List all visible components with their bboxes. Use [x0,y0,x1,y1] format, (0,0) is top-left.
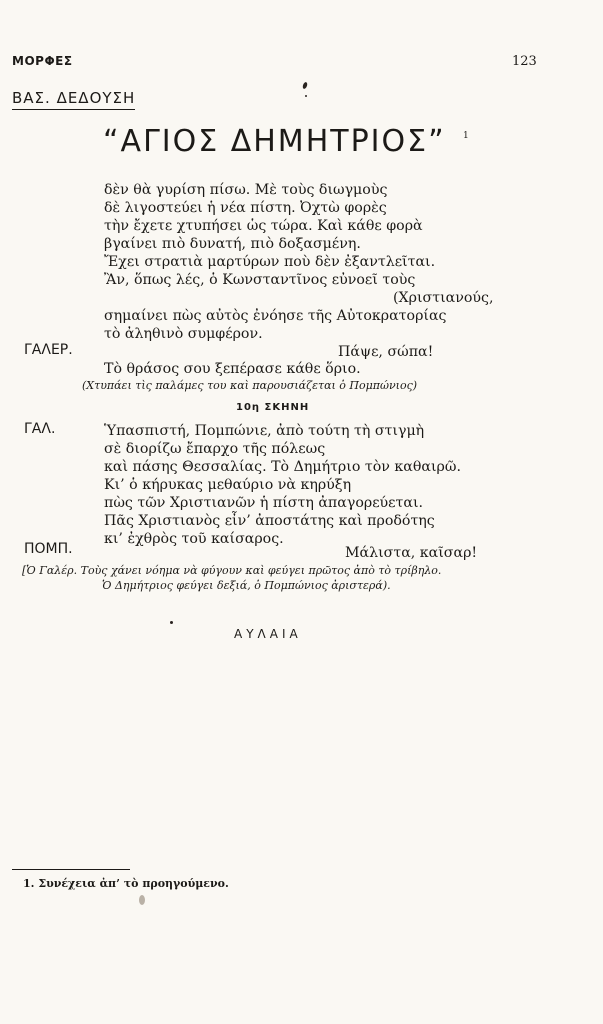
verse-line: Κι’ ὁ κήρυκας μεθαύριο νὰ κηρύξη [104,477,352,493]
verse-line: Ἔχει στρατιὰ μαρτύρων ποὺ δὲν ἐξαντλεῖται. [104,254,436,270]
footnote-rule [12,869,130,870]
speaker-galer: ΓΑΛΕΡ. [24,342,73,358]
stage-direction: (Χτυπάει τὶς παλάμες του καὶ παρουσιάζεται ὁ Πομπώνιος) [82,379,418,392]
verse-line: Μάλιστα, καῖσαρ! [345,545,478,561]
curtain-heading: ΑΥΛΑΙΑ [234,627,302,641]
verse-line: πὼς τῶν Χριστιανῶν ἡ πίστη ἀπαγορεύεται. [104,495,424,511]
verse-line: σὲ διορίζω ἔπαρχο τῆς πόλεως [104,441,326,457]
verse-line: καὶ πάσης Θεσσαλίας. Τὸ Δημήτριο τὸν καθαιρῶ. [104,459,461,475]
verse-line: βγαίνει πιὸ δυνατή, πιὸ δοξασμένη. [104,236,361,252]
author-name: ΒΑΣ. ΔΕΔΟΥΣΗ [12,89,135,110]
verse-line: τὴν ἔχετε χτυπήσει ὡς τώρα. Καὶ κάθε φορὰ [104,218,423,234]
speaker-pomp: ΠΟΜΠ. [24,541,73,557]
verse-line: Ὑπασπιστή, Πομπώνιε, ἀπὸ τούτη τὴ στιγμὴ [104,423,425,439]
verse-line: δὲ λιγοστεύει ἡ νέα πίστη. Ὀχτὼ φορὲς [104,200,387,216]
footnote: 1. Συνέχεια ἀπ’ τὸ προηγούμενο. [23,877,229,890]
title-footnote-mark: 1 [463,131,469,141]
verse-line: Πάψε, σώπα! [338,344,434,360]
scene-heading: 10η ΣΚΗΝΗ [236,402,310,413]
verse-line: Πᾶς Χριστιανὸς εἶν’ ἀποστάτης καὶ προδότης [104,513,435,529]
play-title: “ΑΓΙΟΣ ΔΗΜΗΤΡΙΟΣ” [103,124,446,159]
verse-line: Τὸ θράσος σου ξεπέρασε κάθε ὅριο. [104,361,361,377]
ink-speck [302,82,308,90]
verse-line: Ἂν, ὅπως λές, ὁ Κωνσταντῖνος εὐνοεῖ τοὺς [104,272,416,288]
verse-line: δὲν θὰ γυρίση πίσω. Μὲ τοὺς διωγμοὺς [104,182,388,198]
verse-line: τὸ ἀληθινὸ συμφέρον. [104,326,263,342]
page-number: 123 [512,54,537,69]
ink-speck [170,621,173,624]
stage-direction: Ὁ Δημήτριος φεύγει δεξιά, ὁ Πομπώνιος ἀριστερά). [102,579,391,592]
speaker-gal: ΓΑΛ. [24,421,56,437]
verse-line-wrap: (Χριστιανούς, [393,290,494,306]
ink-speck [305,95,307,97]
journal-name: ΜΟΡΦΕΣ [12,54,73,68]
verse-line: σημαίνει πὼς αὐτὸς ἐνόησε τῆς Αὐτοκρατορίας [104,308,447,324]
stage-direction: [Ὁ Γαλέρ. Τοὺς χάνει νόημα νὰ φύγουν καὶ φεύγει πρῶτος ἀπὸ τὸ τρίβηλο. [22,564,442,577]
verse-line: κι’ ἐχθρὸς τοῦ καίσαρος. [104,531,284,547]
ink-speck [139,895,145,905]
